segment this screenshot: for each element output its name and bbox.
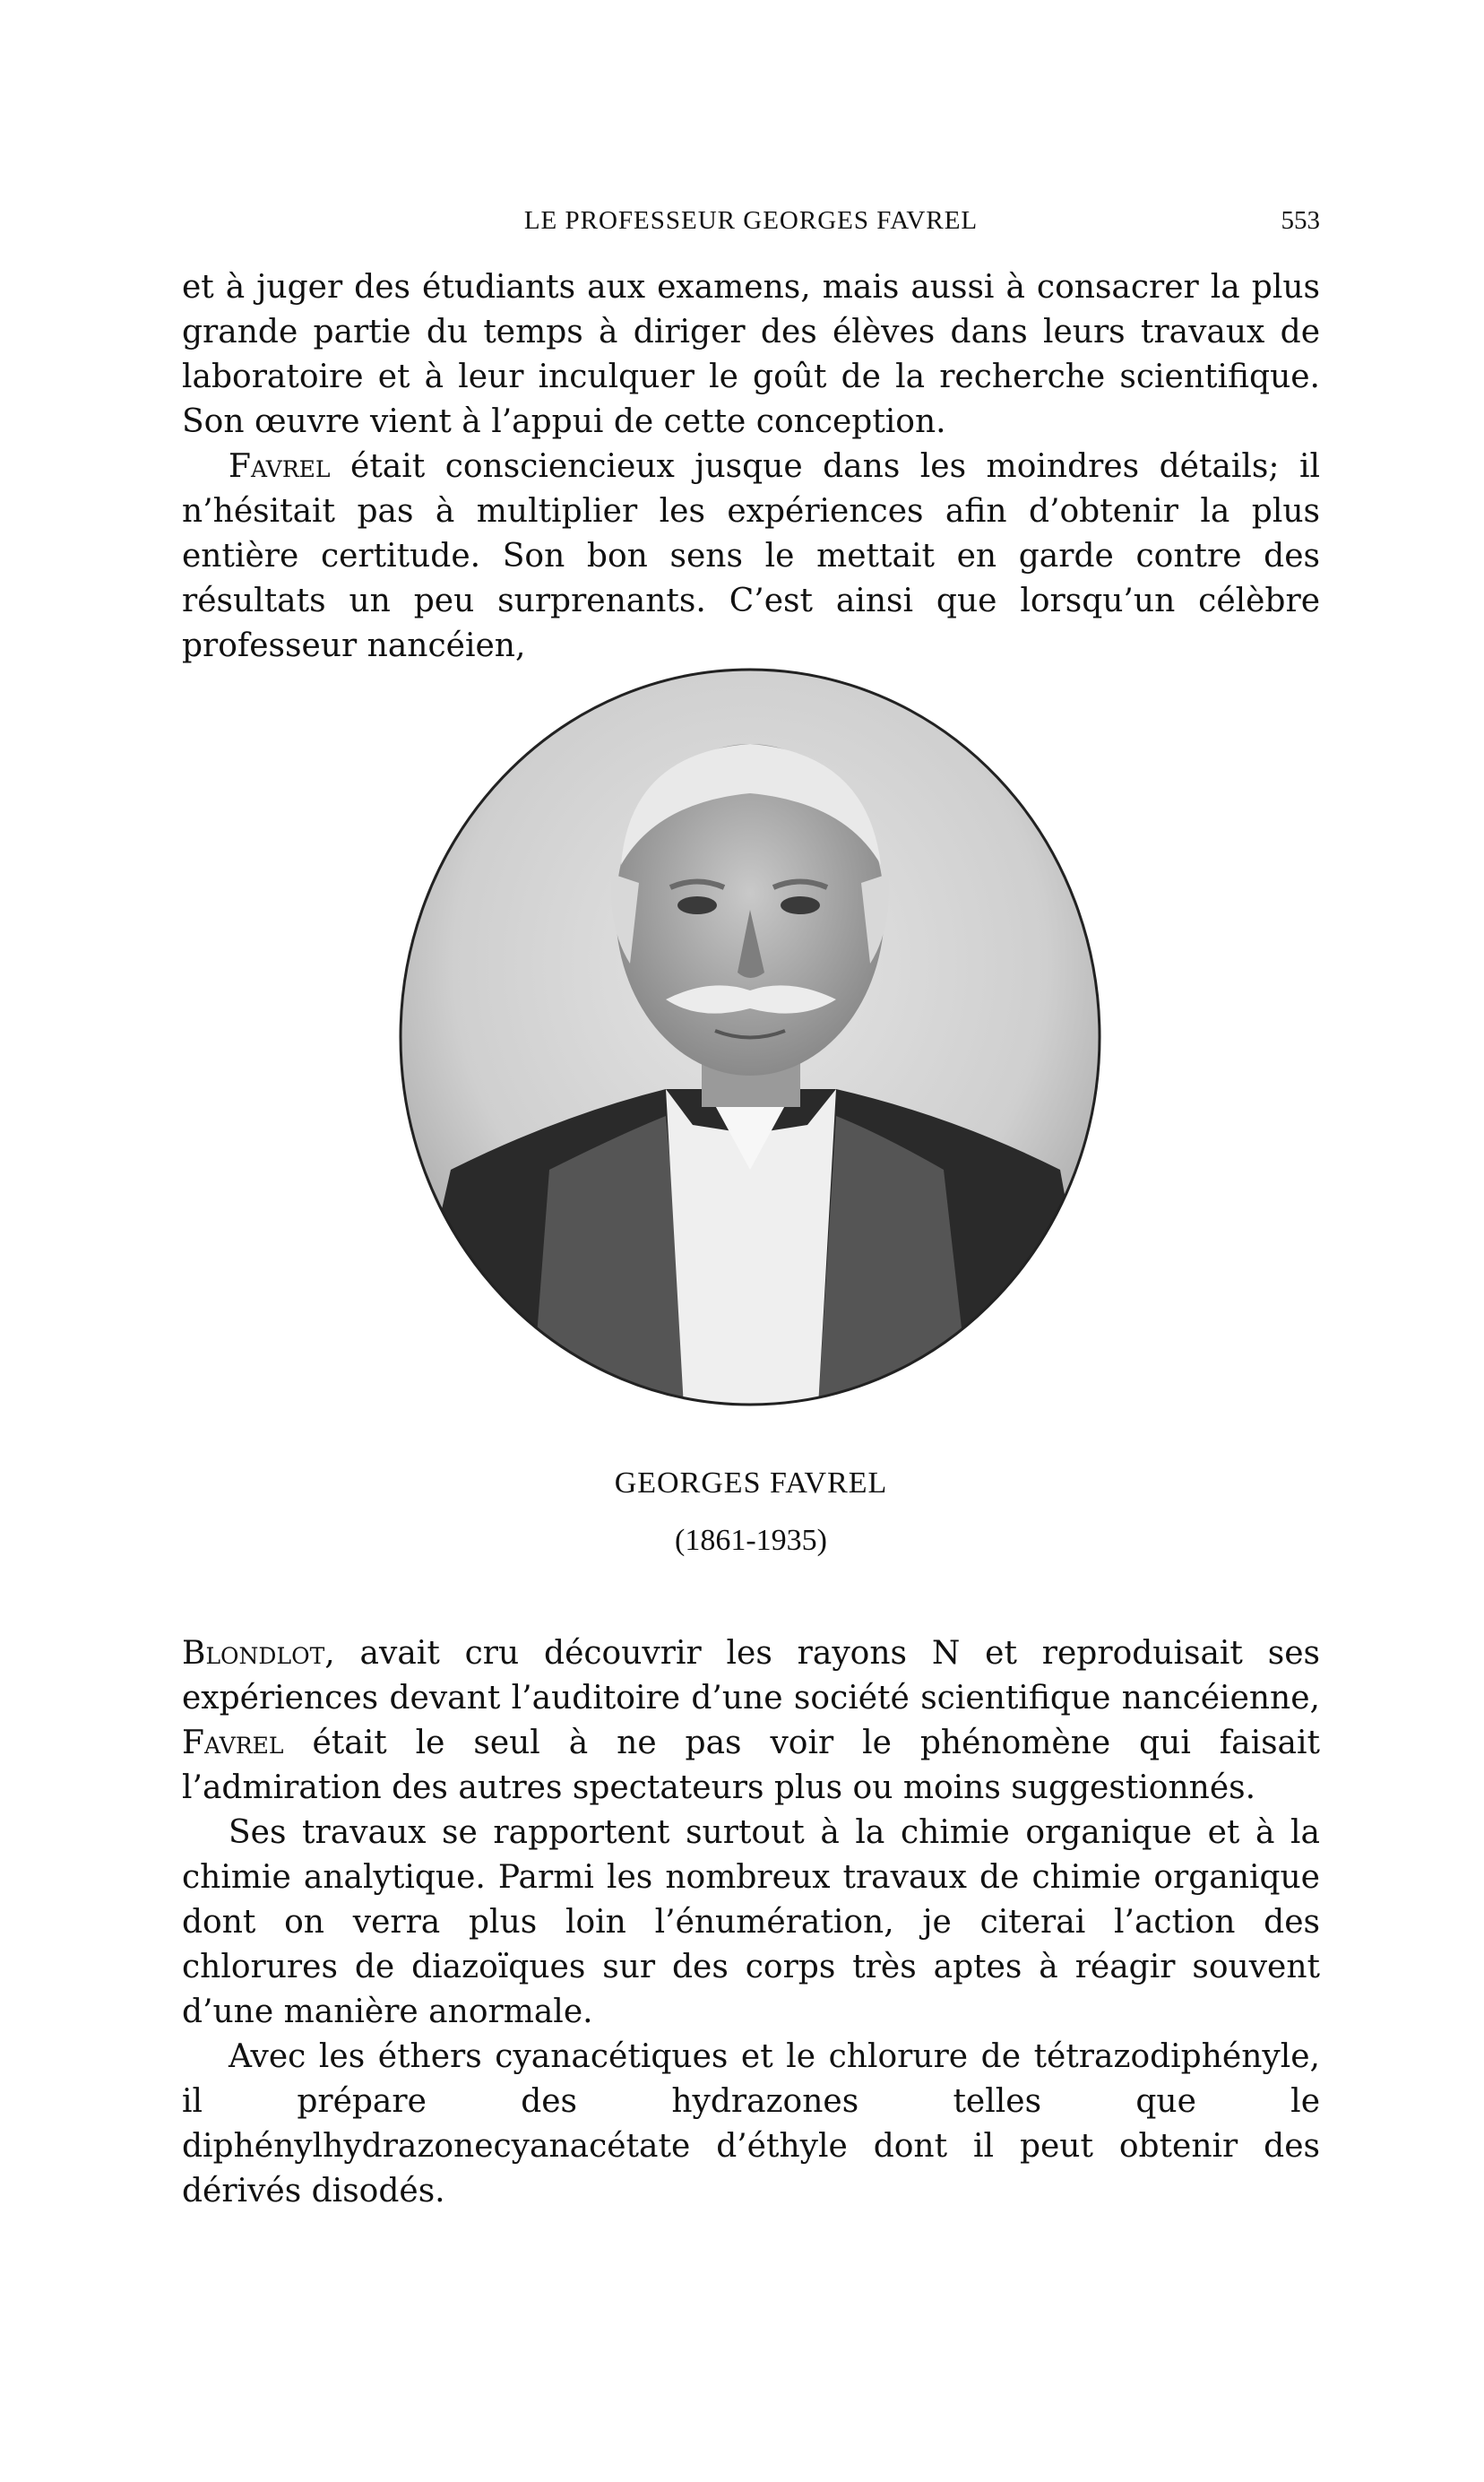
portrait-caption-name: GEORGES FAVREL — [614, 1466, 888, 1500]
text-block-bottom — [182, 1631, 1320, 2214]
paragraph-text: était le seul à ne pas voir le phénomène qui faisait l’admiration des autres spectateurs plus ou moins suggestionnés. — [182, 1725, 1320, 1806]
person-name-favrel: Favrel — [229, 448, 331, 485]
portrait-figure — [397, 668, 1103, 1407]
page-number: 553 — [1281, 206, 1320, 235]
paragraph-blondlot — [182, 1631, 1320, 1811]
paragraph-text: , avait cru découvrir les rayons N et reproduisait ses expériences devant l’auditoire d’une société scientifique nancéienne, — [182, 1635, 1320, 1717]
running-head — [182, 206, 1320, 242]
portrait-photo — [397, 668, 1103, 1407]
paragraph-travaux: Ses travaux se rapportent surtout à la chimie organique et à la chimie analytique. Parmi les nombreux travaux de chimie organique dont on verra plus loin l’énumération, je citerai l’action des chlorures de diazoïques sur des corps très aptes à réagir souvent d’une manière anormale. — [182, 1814, 1320, 2030]
paragraph-favrel-conscientious — [182, 445, 1320, 669]
running-title: LE PROFESSEUR GEORGES FAVREL — [523, 206, 979, 235]
portrait-caption-dates: (1861-1935) — [675, 1524, 827, 1557]
text-block-top — [182, 265, 1320, 669]
person-name-favrel: Favrel — [182, 1725, 284, 1761]
person-name-blondlot: Blondlot — [182, 1635, 325, 1672]
paragraph-continued: et à juger des étudiants aux examens, mais aussi à consacrer la plus grande partie du temps à diriger des élèves dans leurs travaux de laboratoire et à leur inculquer le goût de la recherche scientifique. Son œuvre vient à l’appui de cette conception. — [182, 269, 1320, 440]
paragraph-text: était consciencieux jusque dans les moindres détails; il n’hésitait pas à multiplier les expériences afin d’obtenir la plus entière certitude. Son bon sens le mettait en garde contre des résultats un peu surprenants. C’est ainsi que lorsqu’un célèbre professeur nancéien, — [182, 448, 1320, 664]
paragraph-ethers: Avec les éthers cyanacétiques et le chlorure de tétrazodiphényle, il prépare des hydrazones telles que le diphénylhydrazonecyanacétate d’éthyle dont il peut obtenir des dérivés disodés. — [182, 2038, 1320, 2210]
